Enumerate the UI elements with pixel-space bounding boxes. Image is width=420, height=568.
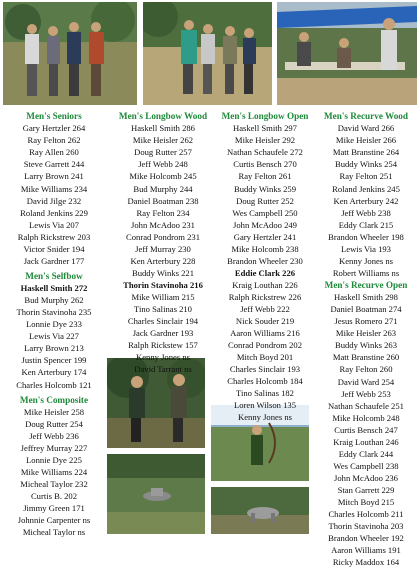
list-item: Mike Heisler 258 <box>23 406 85 417</box>
list-item: Johnnie Carpenter ns <box>17 515 91 526</box>
list-item: Lewis Via 193 <box>341 243 391 254</box>
list-item: Larry Brown 213 <box>24 343 84 354</box>
list-item: Curtis Bensch 247 <box>334 424 398 435</box>
list-item: Mike Holcomb 238 <box>231 243 299 254</box>
list-item: Lonnie Dye 233 <box>26 319 82 330</box>
list-item: Larry Brown 241 <box>24 171 84 182</box>
list-item: Justin Spencer 199 <box>21 355 87 366</box>
list-item: Haskell Smith 272 <box>20 283 88 294</box>
list-item: Eddie Clark 226 <box>234 267 296 278</box>
list-item: Bud Murphy 262 <box>24 295 84 306</box>
column-4 <box>314 110 418 568</box>
section-title: Men's Recurve Open <box>324 279 408 290</box>
list-item: David Jilge 232 <box>26 195 82 206</box>
list-item: Tino Salinas 182 <box>236 388 294 399</box>
list-item: Mike Holcomb 245 <box>129 171 197 182</box>
list-item: Curtis B. 202 <box>30 491 78 502</box>
list-item: Lewis Via 207 <box>29 219 79 230</box>
list-item: Conrad Pondrom 202 <box>228 340 302 351</box>
section-title: Men's Longbow Open <box>221 111 309 121</box>
list-item: Brandon Wheeler 198 <box>328 231 404 242</box>
list-item: Mike Heisler 263 <box>335 328 397 339</box>
list-item: Aaron Williams 216 <box>230 328 300 339</box>
list-item: Ray Allen 260 <box>29 147 79 158</box>
list-item: Curtis Bensch 270 <box>233 159 297 170</box>
list-item: Micheal Taylor 232 <box>20 479 88 490</box>
list-item: David Ward 254 <box>337 376 395 387</box>
list-item: Haskell Smith 286 <box>131 123 195 134</box>
list-item: Ray Felton 260 <box>339 364 393 375</box>
list-item: Nick Souder 219 <box>235 316 295 327</box>
list-item: Charles Sinclair 193 <box>229 364 301 375</box>
list-item: Thorin Stavinoha 203 <box>328 521 404 532</box>
list-item: Jeff Webb 248 <box>138 159 188 170</box>
list-item: Jesus Romero 271 <box>334 316 398 327</box>
section-title: Men's Recurve Wood <box>323 111 409 121</box>
list-item: Thorin Stavinoha 216 <box>123 279 203 290</box>
list-item: Nathan Schaufele 272 <box>227 147 303 158</box>
list-item: Matt Branstine 260 <box>332 352 400 363</box>
list-item: Ray Felton 234 <box>136 207 190 218</box>
list-item: Haskell Smith 297 <box>233 123 297 134</box>
list-item: Jeff Webb 253 <box>341 388 391 399</box>
list-item: Ken Arterbury 228 <box>130 255 196 266</box>
list-item: Jeffrey Murray 227 <box>20 443 88 454</box>
list-item: Charles Holcomb 211 <box>328 509 404 520</box>
list-item: Loren Wilson 135 <box>233 400 297 411</box>
list-item: Bud Murphy 244 <box>133 183 193 194</box>
list-item: Wes Campbell 250 <box>232 207 298 218</box>
column-1 <box>4 110 104 538</box>
list-item: Gary Hertzler 241 <box>233 231 297 242</box>
list-item: Doug Rutter 257 <box>134 147 192 158</box>
list-item: Lonnie Dye 225 <box>26 455 82 466</box>
list-item: Doug Rutter 252 <box>236 195 294 206</box>
list-item: John McAdoo 249 <box>233 219 297 230</box>
list-item: Charles Holcomb 121 <box>16 379 92 390</box>
list-item: Wes Campbell 238 <box>333 460 399 471</box>
list-item: Daniel Boatman 274 <box>330 304 402 315</box>
list-item: Ralph Rickstrew 226 <box>228 291 302 302</box>
list-item: Robert Williams ns <box>332 267 400 278</box>
column-2 <box>110 110 216 375</box>
list-item: Jeff Webb 236 <box>29 430 79 441</box>
list-item: Jeff Webb 222 <box>240 304 290 314</box>
list-item: Haskell Smith 298 <box>334 292 398 303</box>
list-item: Conrad Pondrom 231 <box>126 231 200 242</box>
list-item: Ken Arterbury 242 <box>333 195 399 206</box>
list-item: Mike Heisler 262 <box>132 135 194 146</box>
list-item: Aaron Williams 191 <box>331 545 401 556</box>
photo-archers-field <box>143 2 272 105</box>
list-item: Jack Gardner 193 <box>132 328 194 339</box>
list-item: Micheal Taylor ns <box>22 527 86 538</box>
list-item: Roland Jenkins 245 <box>332 183 400 194</box>
list-item: Kenny Jones ns <box>238 412 292 423</box>
photo-archers-group <box>3 2 137 105</box>
list-item: Victor Snider 194 <box>23 243 85 254</box>
list-item: Buddy Winks 254 <box>334 159 398 170</box>
list-item: David Ward 266 <box>337 123 395 134</box>
list-item: Thorin Stavinoha 235 <box>16 307 92 318</box>
list-item: Mike Heisler 292 <box>234 135 296 146</box>
list-item: Nathan Schaufele 251 <box>328 400 404 411</box>
list-item: Steve Garrett 244 <box>23 159 85 170</box>
list-item: Mike Williams 234 <box>20 183 88 194</box>
list-item: Jack Gardner 177 <box>23 255 85 266</box>
list-item: Mitch Boyd 215 <box>337 497 395 507</box>
list-item: Daniel Boatman 238 <box>127 195 199 206</box>
list-item: Charles Sinclair 194 <box>127 316 199 327</box>
list-item: Eddy Clark 244 <box>338 448 394 459</box>
photo-tent-table <box>277 2 417 105</box>
list-item: Ralph Rickstew 157 <box>128 340 198 351</box>
list-item: Kenny Jones ns <box>136 352 190 363</box>
list-item: Ricky Maddox 164 <box>332 557 400 568</box>
list-item: Buddy Winks 221 <box>131 267 195 278</box>
list-item: Eddy Clark 215 <box>338 219 394 230</box>
list-item: Gary Hertzler 264 <box>22 123 86 134</box>
list-item: Kenny Jones ns <box>339 255 393 266</box>
section-title: Men's Composite <box>19 394 89 405</box>
list-item: Lewis Via 227 <box>29 331 79 342</box>
list-item: Ken Arterbury 174 <box>21 367 87 378</box>
list-item: Jeff Murray 230 <box>135 243 191 254</box>
list-item: Mike Williams 224 <box>20 467 88 478</box>
list-item: Jimmy Green 171 <box>23 503 85 514</box>
list-item: David Tarrant ns <box>134 364 192 375</box>
list-item: Mike William 215 <box>131 291 195 302</box>
photo-3d-target <box>211 487 309 534</box>
list-item: Mike Holcomb 248 <box>332 412 400 423</box>
list-item: Matt Branstine 264 <box>332 147 400 158</box>
list-item: Stan Garrett 229 <box>337 484 395 495</box>
list-item: Buddy Winks 263 <box>334 340 398 351</box>
list-item: Roland Jenkins 229 <box>20 207 88 218</box>
list-item: Buddy Winks 259 <box>233 183 297 194</box>
list-item: Kraig Louthan 246 <box>333 436 399 447</box>
list-item: John McAdoo 231 <box>131 219 195 230</box>
list-item: Kraig Louthan 226 <box>232 279 298 290</box>
list-item: Ralph Rickstrew 203 <box>17 231 91 242</box>
list-item: Ray Felton 262 <box>27 135 81 146</box>
section-title: Men's Longbow Wood <box>118 111 208 121</box>
column-3 <box>216 110 314 423</box>
list-item: Jeff Webb 238 <box>341 207 391 218</box>
list-item: Ray Felton 261 <box>238 171 292 182</box>
list-item: John McAdoo 236 <box>334 472 398 483</box>
list-item: Doug Rutter 254 <box>25 418 83 429</box>
list-item: Charles Holcomb 184 <box>227 376 303 387</box>
section-title: Men's Selfbow <box>25 270 83 281</box>
list-item: Mitch Boyd 201 <box>236 352 294 363</box>
photo-target-field <box>107 454 205 534</box>
list-item: Brandon Wheeler 192 <box>328 533 404 544</box>
list-item: Brandon Wheeler 230 <box>227 255 303 266</box>
list-item: Tino Salinas 210 <box>134 304 192 314</box>
section-title: Men's Seniors <box>26 111 82 121</box>
list-item: Mike Heisler 266 <box>335 135 397 146</box>
list-item: Ray Felton 251 <box>339 171 393 182</box>
